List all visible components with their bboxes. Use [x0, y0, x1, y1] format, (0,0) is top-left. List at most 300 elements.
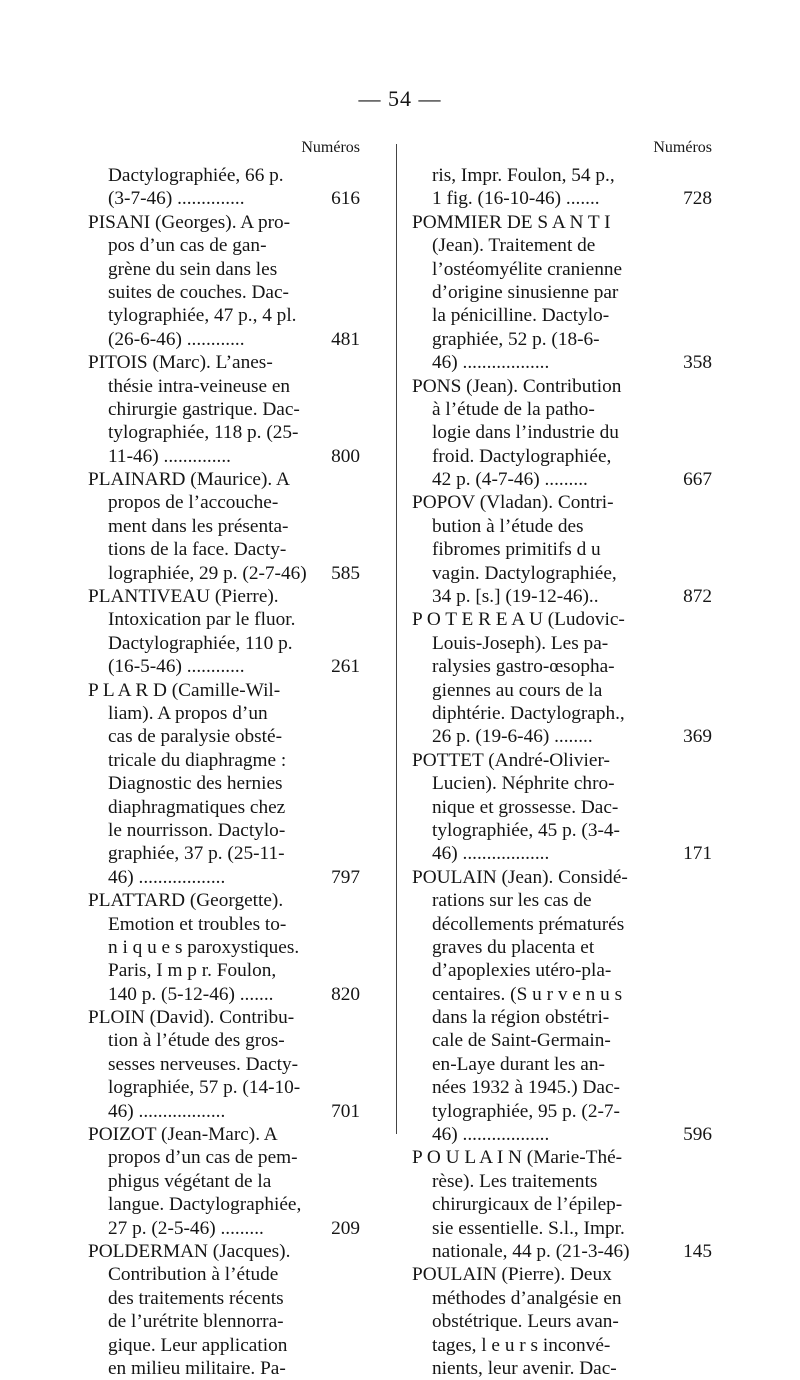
index-line [412, 1146, 712, 1169]
entry-number [356, 702, 360, 725]
entry-text: tylographiée, 45 p. (3-4- [432, 819, 620, 841]
entry-number [356, 1240, 360, 1263]
entry-text: PLANTIVEAU (Pierre). [88, 586, 279, 608]
index-line [88, 187, 360, 210]
index-line [88, 164, 360, 187]
page-number: — 54 — [358, 86, 442, 111]
entry-text: 46) .................. [108, 1100, 226, 1122]
entry-number: 701 [331, 1100, 360, 1122]
entry-number [708, 328, 712, 351]
index-line [412, 866, 712, 889]
entry-text: PISANI (Georges). A pro- [88, 211, 291, 233]
entry-text: sie essentielle. S.l., Impr. [432, 1217, 625, 1239]
entry-text: phigus végétant de la [108, 1170, 272, 1192]
entry-text: cas de paralysie obsté- [108, 726, 282, 748]
index-line [412, 258, 712, 281]
index-line [88, 585, 360, 608]
entry-number [708, 538, 712, 561]
entry-number [708, 1053, 712, 1076]
entry-text: rations sur les cas de [432, 890, 592, 912]
index-line [412, 1217, 712, 1240]
entry-number [356, 515, 360, 538]
index-line [412, 562, 712, 585]
index-line [412, 1263, 712, 1286]
index-line [412, 491, 712, 514]
entry-number [356, 1193, 360, 1216]
index-line [88, 1170, 360, 1193]
entry-text: froid. Dactylographiée, [432, 445, 612, 467]
entry-number [708, 772, 712, 795]
entry-number [708, 515, 712, 538]
entry-number [356, 1146, 360, 1169]
entry-number [708, 562, 712, 585]
entry-text: obstétrique. Leurs avan- [432, 1311, 619, 1333]
entry-number [356, 211, 360, 234]
index-line [88, 608, 360, 631]
entry-number: 481 [331, 328, 360, 350]
entry-text: 11-46) .............. [108, 445, 231, 467]
entry-text: Dactylographiée, 110 p. [108, 632, 293, 654]
entry-number [356, 749, 360, 772]
index-line [88, 655, 360, 678]
entry-text: diaphragmatiques chez [108, 796, 286, 818]
entry-text: 140 p. (5-12-46) ....... [108, 983, 274, 1005]
entry-text: Louis-Joseph). Les pa- [432, 632, 609, 654]
entry-text: lographiée, 29 p. (2-7-46) [108, 562, 307, 584]
entry-number [708, 304, 712, 327]
entry-number: 261 [331, 656, 360, 678]
entry-number [708, 655, 712, 678]
entry-text: Contribution à l’étude [108, 1264, 279, 1286]
index-line [88, 398, 360, 421]
entry-number [708, 1100, 712, 1123]
entry-text: graves du placenta et [432, 936, 595, 958]
entry-text: le nourrisson. Dactylo- [108, 819, 286, 841]
entry-text: PLAINARD (Maurice). A [88, 469, 290, 491]
entry-text: méthodes d’analgésie en [432, 1287, 622, 1309]
entry-list [88, 164, 360, 1380]
index-line [88, 1287, 360, 1310]
entry-number [356, 421, 360, 444]
index-line [88, 796, 360, 819]
entry-text: 46) .................. [432, 352, 550, 374]
entry-text: thésie intra-veineuse en [108, 375, 291, 397]
index-line [88, 258, 360, 281]
entry-text: Intoxication par le fluor. [108, 609, 296, 631]
index-line [412, 959, 712, 982]
entry-number [356, 258, 360, 281]
index-line [412, 1310, 712, 1333]
index-line [88, 1076, 360, 1099]
entry-number [356, 304, 360, 327]
entry-text: propos d’un cas de pem- [108, 1147, 298, 1169]
index-line [88, 421, 360, 444]
entry-text: chirurgicaux de l’épilep- [432, 1194, 623, 1216]
entry-number [708, 281, 712, 304]
entry-text: nients, leur avenir. Dac- [432, 1357, 617, 1379]
entry-number [356, 234, 360, 257]
entry-number: 171 [683, 843, 712, 865]
entry-number [708, 375, 712, 398]
entry-text: Diagnostic des hernies [108, 773, 283, 795]
entry-text: tylographiée, 47 p., 4 pl. [108, 305, 297, 327]
index-line [88, 491, 360, 514]
entry-text: tages, l e u r s inconvé- [432, 1334, 611, 1356]
entry-text: à l’étude de la patho- [432, 398, 595, 420]
entry-number [708, 608, 712, 631]
index-line [412, 936, 712, 959]
entry-number [708, 1076, 712, 1099]
entry-number [708, 164, 712, 187]
index-line [88, 679, 360, 702]
entry-number [356, 725, 360, 748]
entry-text: Paris, I m p r. Foulon, [108, 960, 277, 982]
index-line [412, 445, 712, 468]
entry-text: tylographiée, 118 p. (25- [108, 422, 299, 444]
index-line [412, 632, 712, 655]
index-line [88, 1357, 360, 1380]
index-line [88, 351, 360, 374]
entry-text: bution à l’étude des [432, 515, 584, 537]
index-line [88, 328, 360, 351]
index-line [88, 1053, 360, 1076]
entry-text: 42 p. (4-7-46) ......... [432, 469, 588, 491]
index-line [88, 538, 360, 561]
index-line [412, 702, 712, 725]
entry-number [356, 1029, 360, 1052]
entry-text: n i q u e s paroxystiques. [108, 936, 300, 958]
index-line [88, 1240, 360, 1263]
entry-number [356, 281, 360, 304]
entry-text: la pénicilline. Dactylo- [432, 305, 610, 327]
entry-number [708, 819, 712, 842]
entry-number [708, 1334, 712, 1357]
entry-number [708, 1287, 712, 1310]
entry-text: tylographiée, 95 p. (2-7- [432, 1100, 620, 1122]
index-line [412, 421, 712, 444]
entry-text: grène du sein dans les [108, 258, 278, 280]
entry-text: 46) .................. [108, 866, 226, 888]
entry-number: 145 [683, 1240, 712, 1262]
entry-text: PLOIN (David). Contribu- [88, 1007, 295, 1029]
entry-text: graphiée, 37 p. (25-11- [108, 843, 285, 865]
entry-text: sesses nerveuses. Dacty- [108, 1053, 299, 1075]
index-line [88, 1123, 360, 1146]
entry-number [356, 936, 360, 959]
entry-number [708, 1310, 712, 1333]
column-left [88, 138, 360, 1380]
entry-number [356, 1053, 360, 1076]
entry-number [708, 796, 712, 819]
entry-text: nées 1932 à 1945.) Dac- [432, 1077, 620, 1099]
entry-number [356, 375, 360, 398]
entry-text: d’apoplexies utéro-pla- [432, 960, 612, 982]
entry-number [356, 1263, 360, 1286]
index-line [88, 1217, 360, 1240]
index-line [88, 468, 360, 491]
index-line [88, 1263, 360, 1286]
entry-text: suites de couches. Dac- [108, 281, 289, 303]
entry-number [708, 234, 712, 257]
index-line [88, 772, 360, 795]
index-line [412, 1193, 712, 1216]
entry-number [708, 1193, 712, 1216]
entry-text: Lucien). Néphrite chro- [432, 773, 615, 795]
entry-text: centaires. (S u r v e n u s [432, 983, 623, 1005]
entry-list [412, 164, 712, 1380]
entry-number [356, 796, 360, 819]
index-line [88, 936, 360, 959]
index-line [412, 1029, 712, 1052]
entry-text: dans la région obstétri- [432, 1007, 610, 1029]
entry-number [356, 491, 360, 514]
index-line [88, 445, 360, 468]
index-line [412, 328, 712, 351]
entry-number: 667 [683, 469, 712, 491]
entry-text: en milieu militaire. Pa- [108, 1357, 286, 1379]
index-line [412, 304, 712, 327]
entry-number [708, 702, 712, 725]
entry-number [356, 679, 360, 702]
index-line [412, 351, 712, 374]
index-line [412, 1053, 712, 1076]
entry-text: POPOV (Vladan). Contri- [412, 492, 614, 514]
entry-text: tions de la face. Dacty- [108, 539, 287, 561]
entry-number [708, 258, 712, 281]
index-line [88, 234, 360, 257]
index-line [412, 1240, 712, 1263]
entry-number: 596 [683, 1124, 712, 1146]
entry-number [708, 421, 712, 444]
entry-text: ralysies gastro-œsopha- [432, 656, 615, 678]
entry-number [708, 749, 712, 772]
index-line [412, 749, 712, 772]
index-line [88, 375, 360, 398]
entry-text: Emotion et troubles to- [108, 913, 287, 935]
index-line [412, 1006, 712, 1029]
entry-number: 728 [683, 188, 712, 210]
column-header-numeros: Numéros [301, 139, 360, 156]
index-line [412, 211, 712, 234]
entry-number [356, 959, 360, 982]
index-line [88, 281, 360, 304]
index-line [412, 375, 712, 398]
entry-number: 358 [683, 352, 712, 374]
entry-text: graphiée, 52 p. (18-6- [432, 328, 600, 350]
entry-text: liam). A propos d’un [108, 702, 268, 724]
index-line [88, 1100, 360, 1123]
index-line [88, 1006, 360, 1029]
entry-text: de l’urétrite blennorra- [108, 1311, 284, 1333]
index-line [412, 679, 712, 702]
entry-number: 872 [683, 586, 712, 608]
entry-text: tricale du diaphragme : [108, 749, 287, 771]
index-line [88, 983, 360, 1006]
entry-text: langue. Dactylographiée, [108, 1194, 302, 1216]
index-line [412, 164, 712, 187]
entry-number [356, 1334, 360, 1357]
index-line [412, 819, 712, 842]
entry-number [708, 1217, 712, 1240]
entry-text: Dactylographiée, 66 p. [108, 165, 284, 186]
entry-text: (Jean). Traitement de [432, 235, 596, 257]
entry-text: nationale, 44 p. (21-3-46) [432, 1240, 630, 1262]
entry-text: PLATTARD (Georgette). [88, 890, 284, 912]
entry-text: 34 p. [s.] (19-12-46).. [432, 586, 599, 608]
entry-number [708, 1006, 712, 1029]
entry-number [356, 351, 360, 374]
entry-number [708, 889, 712, 912]
entry-number [708, 959, 712, 982]
index-line [88, 632, 360, 655]
entry-text: nique et grossesse. Dac- [432, 796, 619, 818]
entry-text: POULAIN (Pierre). Deux [412, 1264, 612, 1286]
index-line [412, 796, 712, 819]
column-right [412, 138, 712, 1380]
index-line [88, 702, 360, 725]
entry-number [708, 632, 712, 655]
entry-text: vagin. Dactylographiée, [432, 562, 617, 584]
index-line [412, 538, 712, 561]
entry-text: POTTET (André-Olivier- [412, 749, 610, 771]
index-line [88, 1334, 360, 1357]
entry-number [708, 1263, 712, 1286]
entry-number [356, 538, 360, 561]
index-line [412, 398, 712, 421]
entry-text: 46) .................. [432, 1124, 550, 1146]
entry-text: en-Laye durant les an- [432, 1053, 605, 1075]
entry-text: pos d’un cas de gan- [108, 235, 267, 257]
entry-number [356, 1123, 360, 1146]
index-line [88, 749, 360, 772]
index-line [88, 866, 360, 889]
entry-text: décollements prématurés [432, 913, 625, 935]
entry-text: 46) .................. [432, 843, 550, 865]
entry-number [708, 491, 712, 514]
entry-number: 585 [331, 562, 360, 584]
entry-text: P O T E R E A U (Ludovic- [412, 609, 625, 631]
entry-text: ris, Impr. Foulon, 54 p., [432, 165, 615, 186]
entry-text: (16-5-46) ............ [108, 656, 245, 678]
index-line [88, 889, 360, 912]
index-line [88, 819, 360, 842]
entry-number: 616 [331, 188, 360, 210]
entry-number [708, 983, 712, 1006]
index-line [412, 1100, 712, 1123]
entry-number [708, 211, 712, 234]
entry-text: 27 p. (2-5-46) ......... [108, 1217, 264, 1239]
entry-number [356, 1170, 360, 1193]
entry-number [708, 866, 712, 889]
entry-number [708, 1357, 712, 1380]
entry-number [356, 468, 360, 491]
index-line [412, 187, 712, 210]
entry-text: ment dans les présenta- [108, 515, 289, 537]
entry-number: 209 [331, 1217, 360, 1239]
index-line [88, 1193, 360, 1216]
index-line [412, 1123, 712, 1146]
entry-text: P L A R D (Camille-Wil- [88, 679, 281, 701]
index-line [88, 515, 360, 538]
entry-number: 800 [331, 445, 360, 467]
entry-number [708, 1170, 712, 1193]
entry-number: 369 [683, 726, 712, 748]
index-line [412, 585, 712, 608]
entry-text: tion à l’étude des gros- [108, 1030, 285, 1052]
index-line [412, 1287, 712, 1310]
entry-number [356, 1006, 360, 1029]
index-line [412, 772, 712, 795]
index-line [412, 1076, 712, 1099]
index-line [412, 725, 712, 748]
column-divider [396, 144, 397, 1134]
entry-text: 1 fig. (16-10-46) ....... [432, 188, 600, 210]
entry-number [356, 164, 360, 187]
index-line [412, 1170, 712, 1193]
index-line [88, 1146, 360, 1169]
entry-text: PITOIS (Marc). L’anes- [88, 352, 273, 374]
entry-number [356, 819, 360, 842]
entry-number [356, 1287, 360, 1310]
entry-number [356, 913, 360, 936]
entry-text: 26 p. (19-6-46) ........ [432, 726, 593, 748]
index-line [412, 1357, 712, 1380]
entry-number [356, 585, 360, 608]
entry-text: chirurgie gastrique. Dac- [108, 398, 300, 420]
index-line [88, 913, 360, 936]
entry-text: giennes au cours de la [432, 679, 603, 701]
entry-text: d’origine sinusienne par [432, 281, 619, 303]
entry-text: PONS (Jean). Contribution [412, 375, 622, 397]
entry-number [356, 842, 360, 865]
entry-text: fibromes primitifs d u [432, 539, 601, 561]
entry-text: cale de Saint-Germain- [432, 1030, 611, 1052]
index-line [88, 1310, 360, 1333]
entry-text: rèse). Les traitements [432, 1170, 598, 1192]
entry-text: des traitements récents [108, 1287, 284, 1309]
entry-number: 820 [331, 983, 360, 1005]
index-line [88, 959, 360, 982]
entry-number [356, 608, 360, 631]
entry-number [708, 913, 712, 936]
index-line [412, 842, 712, 865]
index-line [412, 983, 712, 1006]
index-line [88, 211, 360, 234]
entry-text: (3-7-46) .............. [108, 188, 245, 210]
entry-text: POULAIN (Jean). Considé- [412, 866, 628, 888]
entry-number [708, 1029, 712, 1052]
entry-text: (26-6-46) ............ [108, 328, 245, 350]
entry-number [356, 398, 360, 421]
index-line [88, 1029, 360, 1052]
index-line [412, 608, 712, 631]
entry-number [708, 936, 712, 959]
index-line [88, 304, 360, 327]
index-line [412, 468, 712, 491]
entry-text: lographiée, 57 p. (14-10- [108, 1077, 301, 1099]
index-line [88, 725, 360, 748]
column-header-numeros: Numéros [653, 139, 712, 156]
index-line [412, 234, 712, 257]
index-line [88, 562, 360, 585]
entry-number [356, 889, 360, 912]
index-line [88, 842, 360, 865]
entry-text: POMMIER DE S A N T I [412, 211, 611, 233]
entry-text: P O U L A I N (Marie-Thé- [412, 1147, 623, 1169]
index-line [412, 655, 712, 678]
entry-text: propos de l’accouche- [108, 492, 279, 514]
entry-text: POLDERMAN (Jacques). [88, 1240, 291, 1262]
